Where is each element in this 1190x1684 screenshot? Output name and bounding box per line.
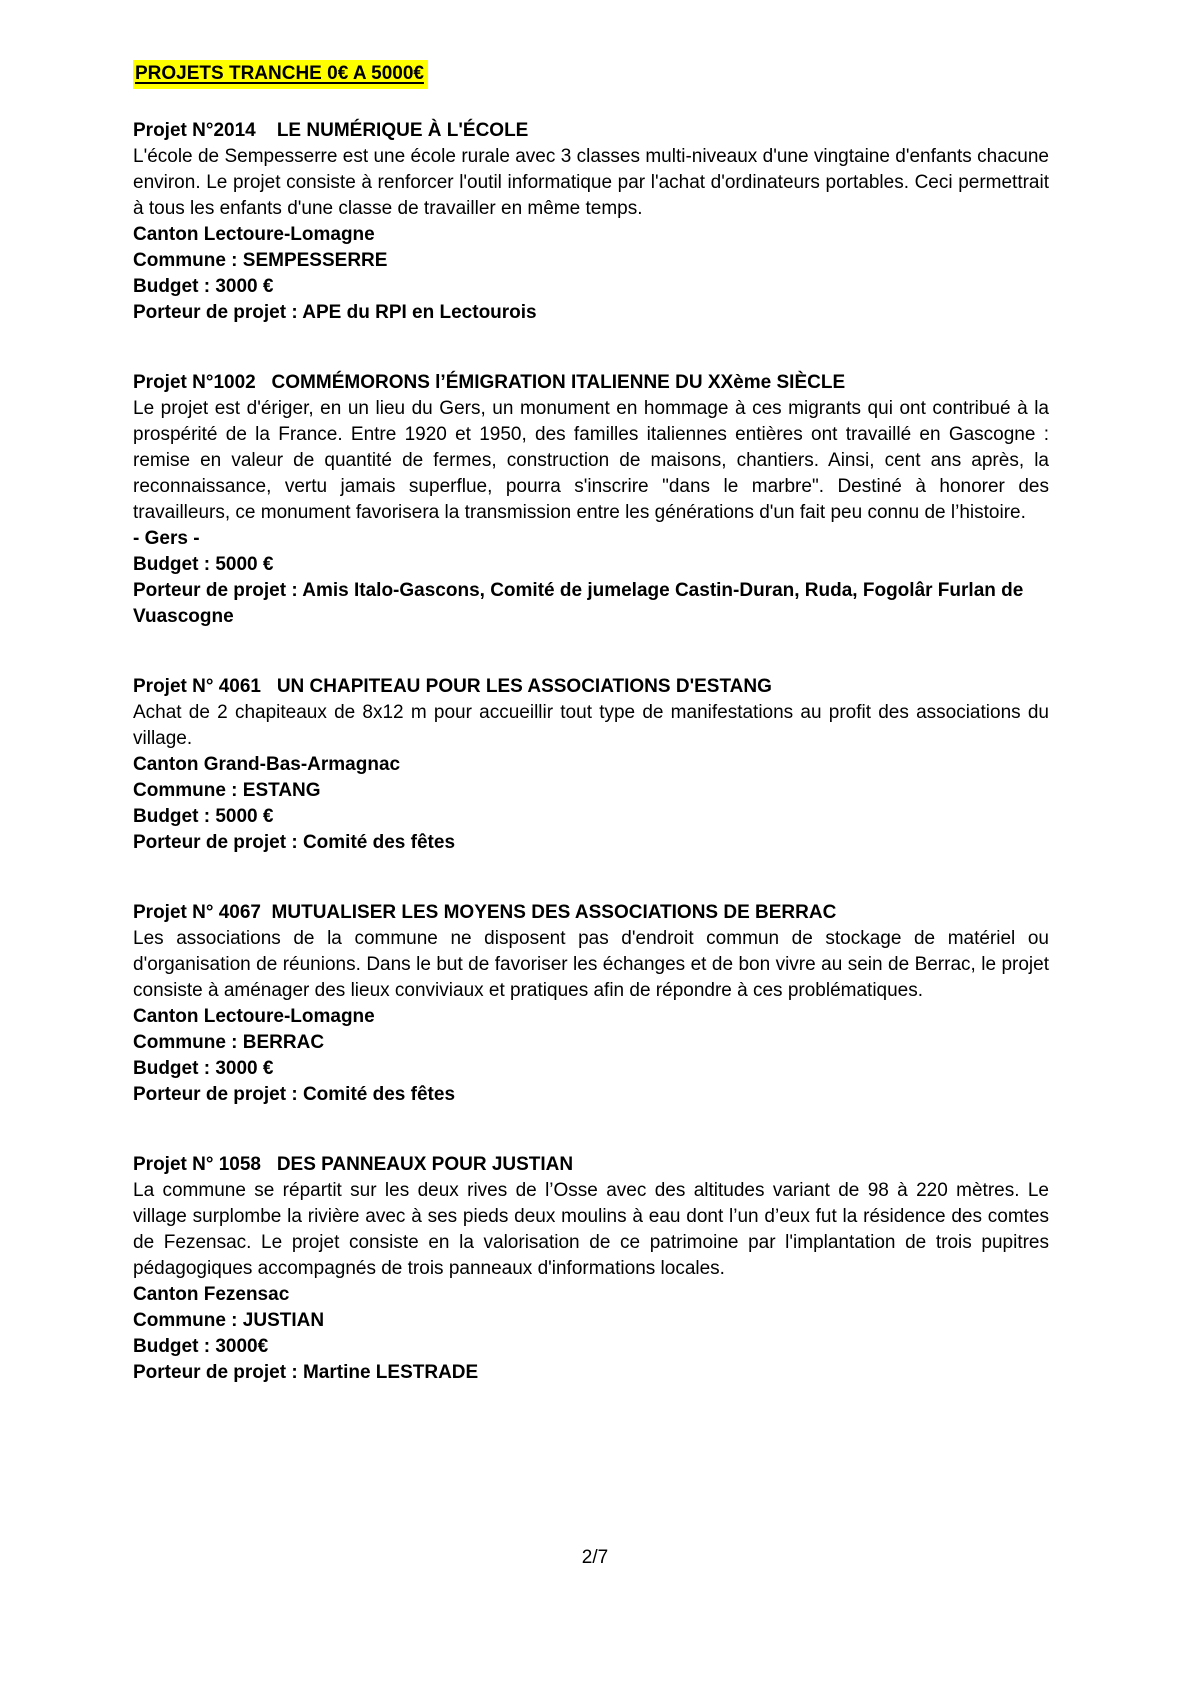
project-porteur: Porteur de projet : Martine LESTRADE	[133, 1362, 479, 1383]
project-budget: Budget : 3000 €	[133, 276, 274, 297]
project-budget: Budget : 3000€	[133, 1336, 269, 1357]
project-heading: Projet N°1002 COMMÉMORONS l’ÉMIGRATION ITALIENNE DU XXème SIÈCLE	[133, 372, 846, 393]
project-porteur: Porteur de projet : APE du RPI en Lectourois	[133, 302, 537, 323]
project-section	[133, 370, 1049, 630]
project-budget: Budget : 5000 €	[133, 554, 274, 575]
project-commune: Commune : JUSTIAN	[133, 1310, 325, 1331]
project-description: Le projet est d'ériger, en un lieu du Gers, un monument en hommage à ces migrants qui ont contribué à la prospérité de la France. Entre 1920 et 1950, des familles italiennes entières ont travaillé en Gascogne : remise en valeur de quantité de fermes, construction de maisons, chantiers. Ainsi, cent ans après, la reconnaissance, vertu jamais superflue, pourra s'inscrire "dans le marbre". Destiné à honorer des travailleurs, ce monument favorisera la transmission entre les générations d'un fait peu connu de l’histoire.	[133, 398, 1049, 523]
document-title: PROJETS TRANCHE 0€ A 5000€	[133, 60, 428, 89]
project-porteur: Porteur de projet : Comité des fêtes	[133, 1084, 456, 1105]
project-heading: Projet N° 1058 DES PANNEAUX POUR JUSTIAN	[133, 1154, 574, 1175]
project-canton: Canton Lectoure-Lomagne	[133, 224, 375, 245]
project-description: Achat de 2 chapiteaux de 8x12 m pour accueillir tout type de manifestations au profit des associations du village.	[133, 702, 1049, 749]
project-porteur: Porteur de projet : Amis Italo-Gascons, Comité de jumelage Castin-Duran, Ruda, Fogolâr Furlan de Vuascogne	[133, 580, 1024, 627]
document-page	[133, 60, 1049, 1386]
project-heading: Projet N° 4067 MUTUALISER LES MOYENS DES ASSOCIATIONS DE BERRAC	[133, 902, 837, 923]
project-description: Les associations de la commune ne disposent pas d'endroit commun de stockage de matériel ou d'organisation de réunions. Dans le but de favoriser les échanges et de bon vivre au sein de Berrac, le projet consiste à aménager des lieux conviviaux et pratiques afin de répondre à ces problématiques.	[133, 928, 1049, 1001]
project-canton: Canton Fezensac	[133, 1284, 290, 1305]
project-canton: Canton Lectoure-Lomagne	[133, 1006, 375, 1027]
project-commune: Commune : ESTANG	[133, 780, 321, 801]
project-heading: Projet N° 4061 UN CHAPITEAU POUR LES ASSOCIATIONS D'ESTANG	[133, 676, 772, 697]
project-section	[133, 1152, 1049, 1386]
project-budget: Budget : 5000 €	[133, 806, 274, 827]
project-heading: Projet N°2014 LE NUMÉRIQUE À L'ÉCOLE	[133, 120, 529, 141]
project-commune: Commune : BERRAC	[133, 1032, 325, 1053]
project-commune: Commune : SEMPESSERRE	[133, 250, 388, 271]
project-section	[133, 118, 1049, 326]
project-canton: - Gers -	[133, 528, 200, 549]
project-budget: Budget : 3000 €	[133, 1058, 274, 1079]
project-description: L'école de Sempesserre est une école rurale avec 3 classes multi-niveaux d'une vingtaine d'enfants chacune environ. Le projet consiste à renforcer l'outil informatique par l'achat d'ordinateurs portables. Ceci permettrait à tous les enfants d'une classe de travailler en même temps.	[133, 146, 1049, 219]
project-porteur: Porteur de projet : Comité des fêtes	[133, 832, 456, 853]
project-canton: Canton Grand-Bas-Armagnac	[133, 754, 401, 775]
project-section	[133, 674, 1049, 856]
project-description: La commune se répartit sur les deux rives de l’Osse avec des altitudes variant de 98 à 220 mètres. Le village surplombe la rivière avec à ses pieds deux moulins à eau dont l’un d’eux fut la résidence des comtes de Fezensac. Le projet consiste en la valorisation de ce patrimoine par l'implantation de trois pupitres pédagogiques accompagnés de trois panneaux d'informations locales.	[133, 1180, 1049, 1279]
project-section	[133, 900, 1049, 1108]
page-number: 2/7	[581, 1547, 609, 1568]
